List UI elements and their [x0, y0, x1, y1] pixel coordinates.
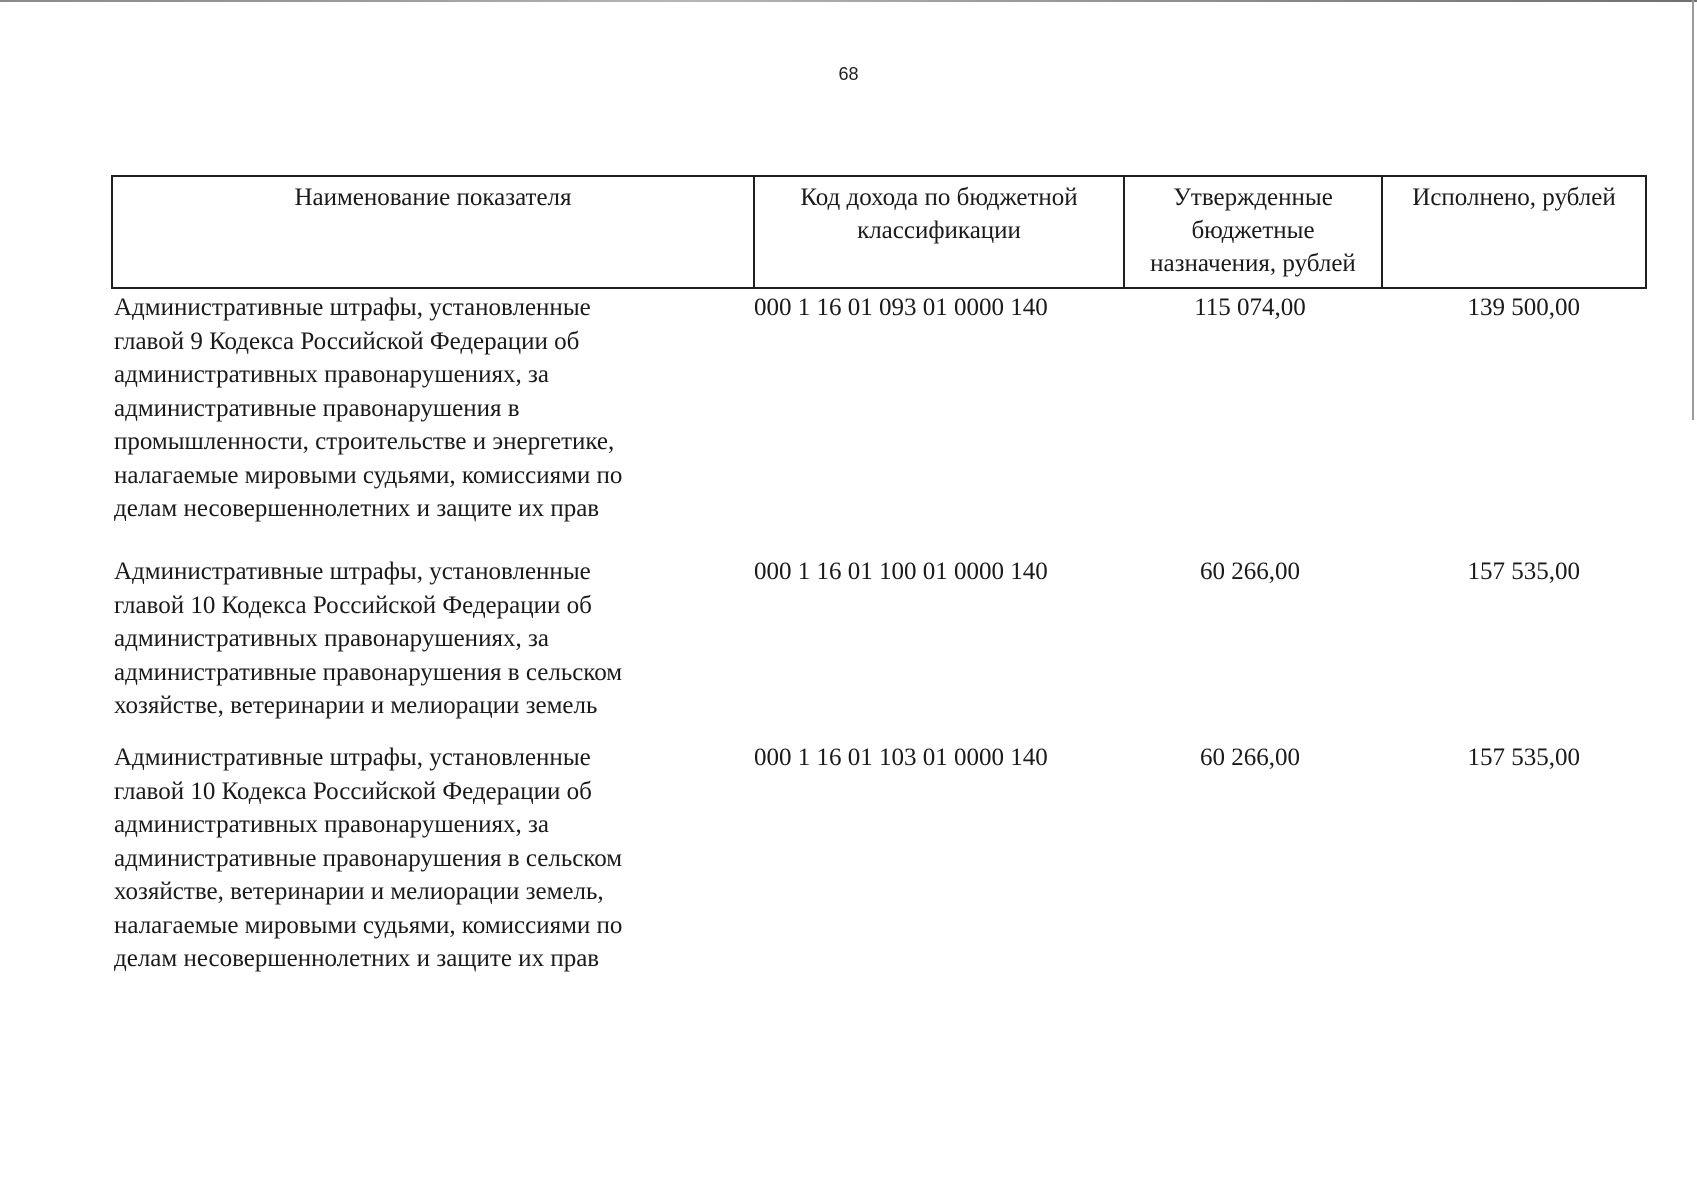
revenue-code-cell: 000 1 16 01 103 01 0000 140 [754, 744, 1048, 771]
header-revenue-code: Код дохода по бюджетной классификации [754, 176, 1124, 288]
executed-amount-cell: 157 535,00 [1467, 558, 1580, 585]
revenue-code-cell: 000 1 16 01 100 01 0000 140 [754, 558, 1048, 585]
indicator-name-cell: Административные штрафы, установленные главой 10 Кодекса Российской Федерации об административных правонарушениях, за административные правонарушения в сельском хозяйстве, ветеринарии и мелиорации земель, налагаемые мировыми судьями, комиссиями по делам несовершеннолетних и защите их прав [114, 744, 623, 972]
table-row [114, 291, 1589, 555]
executed-amount-cell: 157 535,00 [1467, 744, 1580, 771]
revenue-code-cell: 000 1 16 01 093 01 0000 140 [754, 294, 1048, 321]
table-row [114, 741, 1589, 981]
table-header [111, 175, 1647, 289]
indicator-name-cell: Административные штрафы, установленные главой 9 Кодекса Российской Федерации об административных правонарушениях, за административные правонарушения в промышленности, строительстве и энергетике, налагаемые мировыми судьями, комиссиями по делам несовершеннолетних и защите их прав [114, 294, 623, 522]
header-row [112, 176, 1646, 288]
executed-amount-cell: 139 500,00 [1467, 294, 1580, 321]
approved-amount-cell: 60 266,00 [1200, 558, 1300, 585]
approved-amount-cell: 115 074,00 [1194, 294, 1306, 321]
table-body [114, 291, 1589, 981]
header-executed: Исполнено, рублей [1382, 176, 1646, 288]
scan-top-edge [0, 0, 1697, 2]
indicator-name-cell: Административные штрафы, установленные главой 10 Кодекса Российской Федерации об административных правонарушениях, за административные правонарушения в сельском хозяйстве, ветеринарии и мелиорации земель [114, 558, 623, 719]
scan-right-edge [1692, 0, 1694, 420]
header-indicator-name: Наименование показателя [112, 176, 754, 288]
table-row [114, 555, 1589, 741]
approved-amount-cell: 60 266,00 [1200, 744, 1300, 771]
header-approved-budget: Утвержденные бюджетные назначения, рублей [1124, 176, 1382, 288]
page-number: 68 [838, 64, 859, 84]
